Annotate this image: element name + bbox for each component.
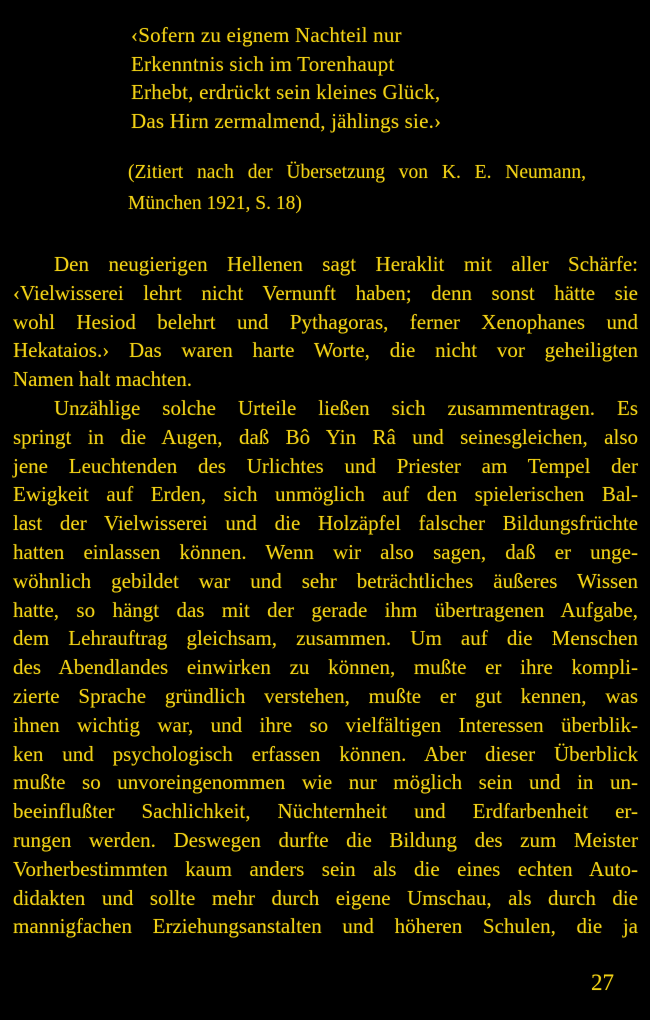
quote-block bbox=[131, 21, 441, 135]
body-line: jene Leuchtenden des Urlichtes und Priester am Tempel der bbox=[13, 453, 638, 478]
body-line: ihnen wichtig war, und ihre so vielfältigen Interessen überblik- bbox=[13, 712, 638, 737]
quote-line: ‹Sofern zu eignem Nachteil nur bbox=[131, 23, 402, 47]
citation-line: München 1921, S. 18) bbox=[128, 193, 302, 214]
body-line: Ewigkeit auf Erden, sich unmöglich auf den spielerischen Bal- bbox=[13, 482, 638, 507]
paragraph bbox=[13, 394, 638, 941]
body-line: hatte, so hängt das mit der gerade ihm übertragenen Aufgabe, bbox=[13, 597, 638, 622]
body-line: rungen werden. Deswegen durfte die Bildung des zum Meister bbox=[13, 827, 638, 852]
page-number: 27 bbox=[591, 970, 614, 995]
body-line: springt in die Augen, daß Bô Yin Râ und seinesgleichen, also bbox=[13, 424, 638, 449]
body-text bbox=[13, 250, 638, 941]
body-line: dem Lehrauftrag gleichsam, zusammen. Um auf die Menschen bbox=[13, 626, 638, 651]
quote-line: Erkenntnis sich im Torenhaupt bbox=[131, 51, 395, 76]
body-line: mußte so unvoreingenommen wie nur möglich sein und in un- bbox=[13, 770, 638, 795]
quote-line: Das Hirn zermalmend, jählings sie.› bbox=[131, 108, 442, 133]
body-line: wöhnlich gebildet war und sehr beträchtliches äußeres Wissen bbox=[13, 568, 638, 593]
body-line: beeinflußter Sachlichkeit, Nüchternheit und Erdfarbenheit er- bbox=[13, 799, 638, 824]
body-line: wohl Hesiod belehrt und Pythagoras, ferner Xenophanes und bbox=[13, 309, 638, 334]
paragraph bbox=[13, 250, 638, 394]
citation-line: (Zitiert nach der Übersetzung von K. E. Neumann, bbox=[128, 162, 586, 183]
body-line: didakten und sollte mehr durch eigene Umschau, als durch die bbox=[13, 885, 638, 910]
body-line: Vorherbestimmten kaum anders sein als die eines echten Auto- bbox=[13, 856, 638, 881]
body-line: hatten einlassen können. Wenn wir also sagen, daß er unge- bbox=[13, 539, 638, 564]
body-line: des Abendlandes einwirken zu können, mußte er ihre kompli- bbox=[13, 655, 638, 680]
body-line: ken und psychologisch erfassen können. Aber dieser Überblick bbox=[13, 741, 638, 766]
citation-block bbox=[128, 157, 586, 219]
body-line: last der Vielwisserei und die Holzäpfel falscher Bildungsfrüchte bbox=[13, 511, 638, 536]
body-line: mannigfachen Erziehungsanstalten und höheren Schulen, die ja bbox=[13, 914, 638, 939]
body-line: Den neugierigen Hellenen sagt Heraklit mit aller Schärfe: bbox=[54, 252, 638, 276]
body-line: Hekataios.› Das waren harte Worte, die nicht vor geheiligten bbox=[13, 338, 638, 363]
body-line: ‹Vielwisserei lehrt nicht Vernunft haben; denn sonst hätte sie bbox=[13, 280, 638, 305]
quote-line: Erhebt, erdrückt sein kleines Glück, bbox=[131, 80, 441, 105]
body-line: Namen halt machten. bbox=[13, 367, 193, 392]
body-line: Unzählige solche Urteile ließen sich zusammentragen. Es bbox=[54, 395, 638, 420]
body-line: zierte Sprache gründlich verstehen, mußte er gut kennen, was bbox=[13, 683, 638, 708]
